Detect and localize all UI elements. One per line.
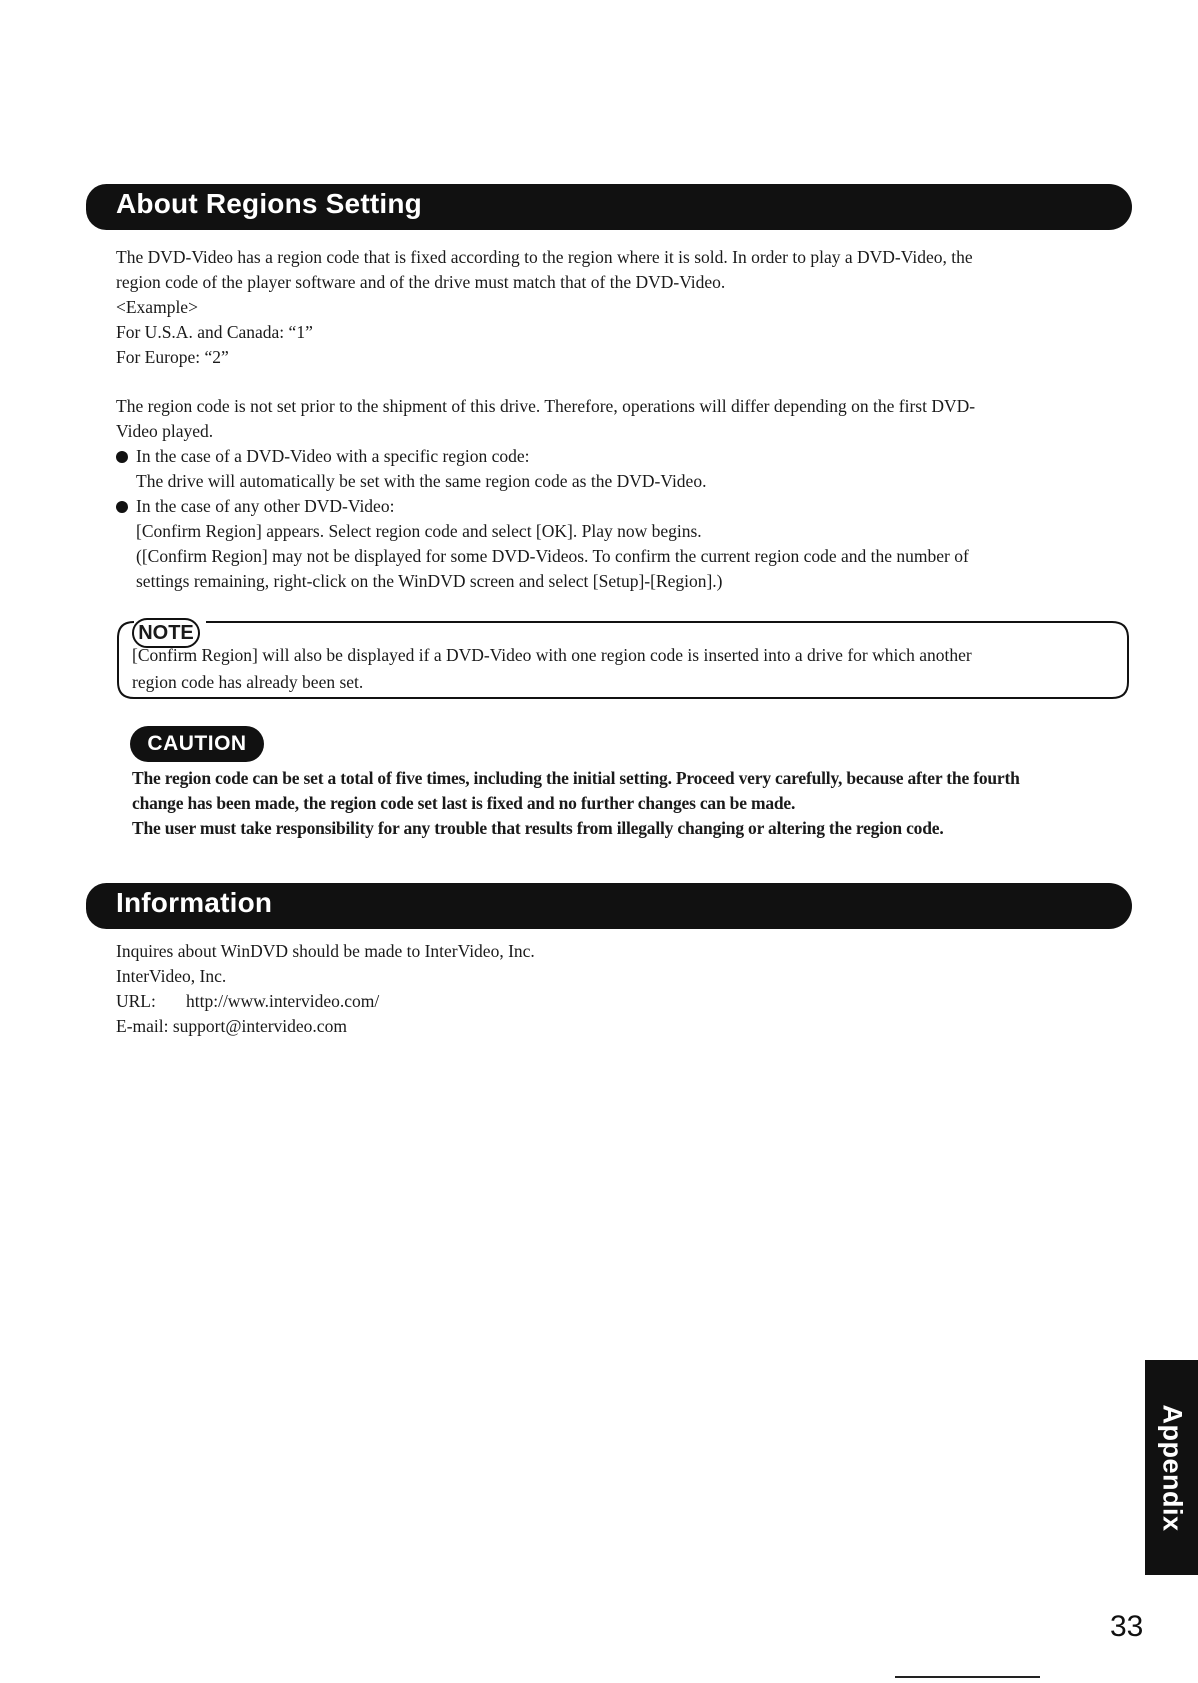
note-line: region code has already been set. (132, 672, 364, 692)
note-label: NOTE (132, 618, 200, 648)
bullet-subtext: [Confirm Region] appears. Select region code and select [OK]. Play now begins. (136, 521, 702, 541)
info-email (116, 1014, 1132, 1039)
bullet-subtext: ([Confirm Region] may not be displayed for some DVD-Videos. To confirm the current region code and the number of (136, 546, 969, 566)
bullet-item (116, 444, 1132, 469)
url-label: URL: (116, 991, 156, 1011)
section-header-information (86, 883, 1132, 929)
bullet-subtext: settings remaining, right-click on the WinDVD screen and select [Setup]-[Region].) (136, 571, 723, 591)
example-usa: For U.S.A. and Canada: “1” (116, 322, 313, 342)
information-block (116, 939, 1132, 1039)
caution-line: The user must take responsibility for any trouble that results from illegally changing or altering the region code. (132, 818, 944, 838)
section-title: About Regions Setting (116, 188, 422, 219)
note-box (114, 618, 1132, 702)
appendix-tab[interactable] (1145, 1360, 1198, 1575)
note-line: [Confirm Region] will also be displayed if a DVD-Video with one region code is inserted into a drive for which another (132, 645, 972, 665)
email-link[interactable]: support@intervideo.com (172, 1016, 347, 1036)
bullet-item (116, 494, 1132, 519)
bullet-icon (116, 501, 128, 513)
bullet-subtext: The drive will automatically be set with the same region code as the DVD-Video. (136, 471, 707, 491)
section-title: Information (116, 887, 273, 918)
example-label: <Example> (116, 297, 198, 317)
regions-detail (116, 394, 1132, 594)
bullet-text: In the case of any other DVD-Video: (136, 496, 395, 516)
example-europe: For Europe: “2” (116, 347, 229, 367)
section-header-regions (86, 184, 1132, 230)
caution-line: The region code can be set a total of five times, including the initial setting. Proceed very carefully, because after the fourth (132, 768, 1020, 788)
email-label: E-mail: (116, 1016, 169, 1036)
info-line: Inquires about WinDVD should be made to InterVideo, Inc. (116, 941, 535, 961)
paragraph-line: region code of the player software and of the drive must match that of the DVD-Video. (116, 272, 726, 292)
appendix-tab-label: Appendix (1157, 1403, 1187, 1532)
info-url (116, 989, 1132, 1014)
paragraph-line: The region code is not set prior to the shipment of this drive. Therefore, operations will differ depending on the first DVD- (116, 396, 976, 416)
bullet-icon (116, 451, 128, 463)
url-link[interactable]: http://www.intervideo.com/ (186, 991, 380, 1011)
bullet-text: In the case of a DVD-Video with a specific region code: (136, 446, 530, 466)
info-company: InterVideo, Inc. (116, 966, 227, 986)
regions-intro (116, 245, 1132, 370)
caution-label: CAUTION (130, 726, 264, 762)
page-number: 33 (1110, 1610, 1144, 1643)
paragraph-line: Video played. (116, 421, 214, 441)
footer-rule (895, 1676, 1040, 1678)
paragraph-line: The DVD-Video has a region code that is fixed according to the region where it is sold. In order to play a DVD-Video, the (116, 247, 973, 267)
note-text (132, 642, 1122, 696)
caution-text (132, 766, 1132, 841)
caution-line: change has been made, the region code set last is fixed and no further changes can be made. (132, 793, 796, 813)
